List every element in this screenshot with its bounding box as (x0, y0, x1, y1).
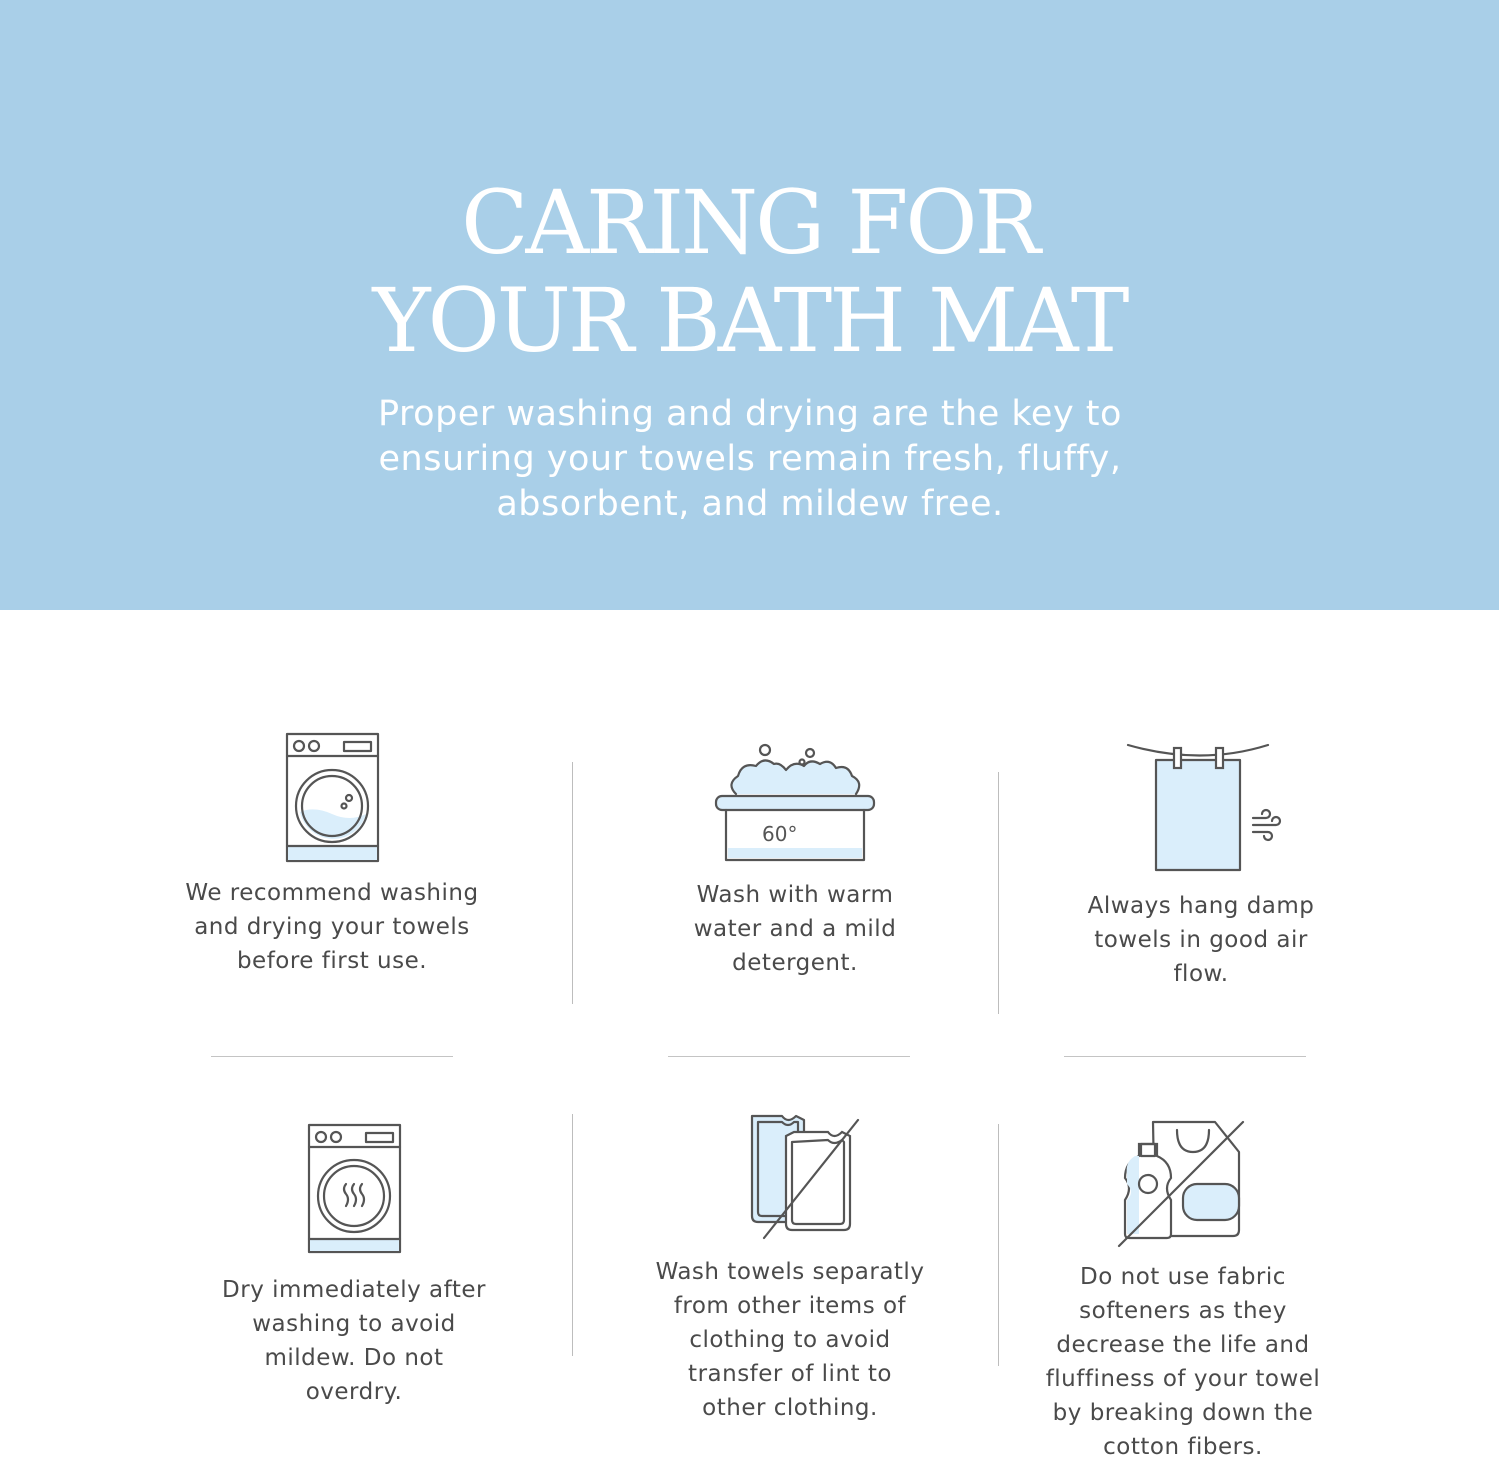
tip-description (1031, 889, 1371, 991)
tip-wash-before-use (162, 730, 502, 990)
no-mixed-clothing-icon (720, 1112, 860, 1240)
tip-line: from other items of (673, 1293, 907, 1319)
tip-line: before first use. (236, 948, 428, 974)
tip-line: mildew. Do not (264, 1345, 444, 1371)
tip-line: flow. (1173, 961, 1229, 987)
washing-machine-icon (284, 730, 380, 864)
tip-line: cotton fibers. (1103, 1434, 1263, 1460)
tip-warm-water (625, 740, 965, 990)
tip-line: Dry immediately after (222, 1277, 486, 1303)
tip-line: We recommend washing (185, 880, 479, 906)
temperature-label: 60° (762, 822, 798, 846)
tip-line: transfer of lint to (688, 1361, 892, 1387)
tip-line: decrease the life and (1056, 1332, 1310, 1358)
hero-banner (0, 0, 1499, 610)
tip-line: Wash towels separatly (655, 1259, 925, 1285)
tip-line: Do not use fabric (1080, 1264, 1286, 1290)
tip-line: overdry. (305, 1379, 403, 1405)
tip-description (620, 1255, 960, 1425)
tip-line: water and a mild (693, 916, 897, 942)
row-divider (211, 1056, 453, 1057)
hero-subtitle (300, 392, 1200, 527)
tip-dry-immediately (184, 1121, 524, 1411)
tip-description (184, 1273, 524, 1409)
tip-line: Always hang damp (1087, 893, 1315, 919)
tip-line: towels in good air (1094, 927, 1308, 953)
tip-description (162, 876, 502, 978)
tip-description (625, 878, 965, 980)
title-line: YOUR BATH MAT (372, 269, 1127, 372)
dryer-icon (306, 1121, 402, 1255)
wash-basin-icon (712, 740, 878, 866)
column-divider (998, 772, 999, 1014)
column-divider (998, 1124, 999, 1366)
no-fabric-softener-icon (1113, 1118, 1253, 1248)
tip-line: and drying your towels (194, 914, 470, 940)
subtitle-line: ensuring your towels remain fresh, fluffy, (378, 439, 1122, 479)
tip-line: washing to avoid (252, 1311, 456, 1337)
tip-line: fluffiness of your towel (1045, 1366, 1321, 1392)
subtitle-line: absorbent, and mildew free. (496, 484, 1004, 524)
subtitle-line: Proper washing and drying are the key to (378, 394, 1122, 434)
column-divider (572, 1114, 573, 1356)
page-title (0, 171, 1499, 372)
row-divider (668, 1056, 910, 1057)
row-divider (1064, 1056, 1306, 1057)
tip-line: Wash with warm (696, 882, 894, 908)
column-divider (572, 762, 573, 1004)
tip-line: softeners as they (1079, 1298, 1287, 1324)
tip-line: other clothing. (702, 1395, 878, 1421)
title-line: CARING FOR (461, 171, 1038, 274)
tip-wash-separately (620, 1112, 960, 1432)
hanging-towel-icon (1116, 740, 1286, 874)
tip-line: by breaking down the (1052, 1400, 1314, 1426)
tip-description (1013, 1260, 1353, 1464)
tip-line: clothing to avoid (689, 1327, 891, 1353)
tip-line: detergent. (732, 950, 858, 976)
tip-no-fabric-softener (1013, 1118, 1353, 1460)
tip-hang-damp (1031, 740, 1371, 1000)
